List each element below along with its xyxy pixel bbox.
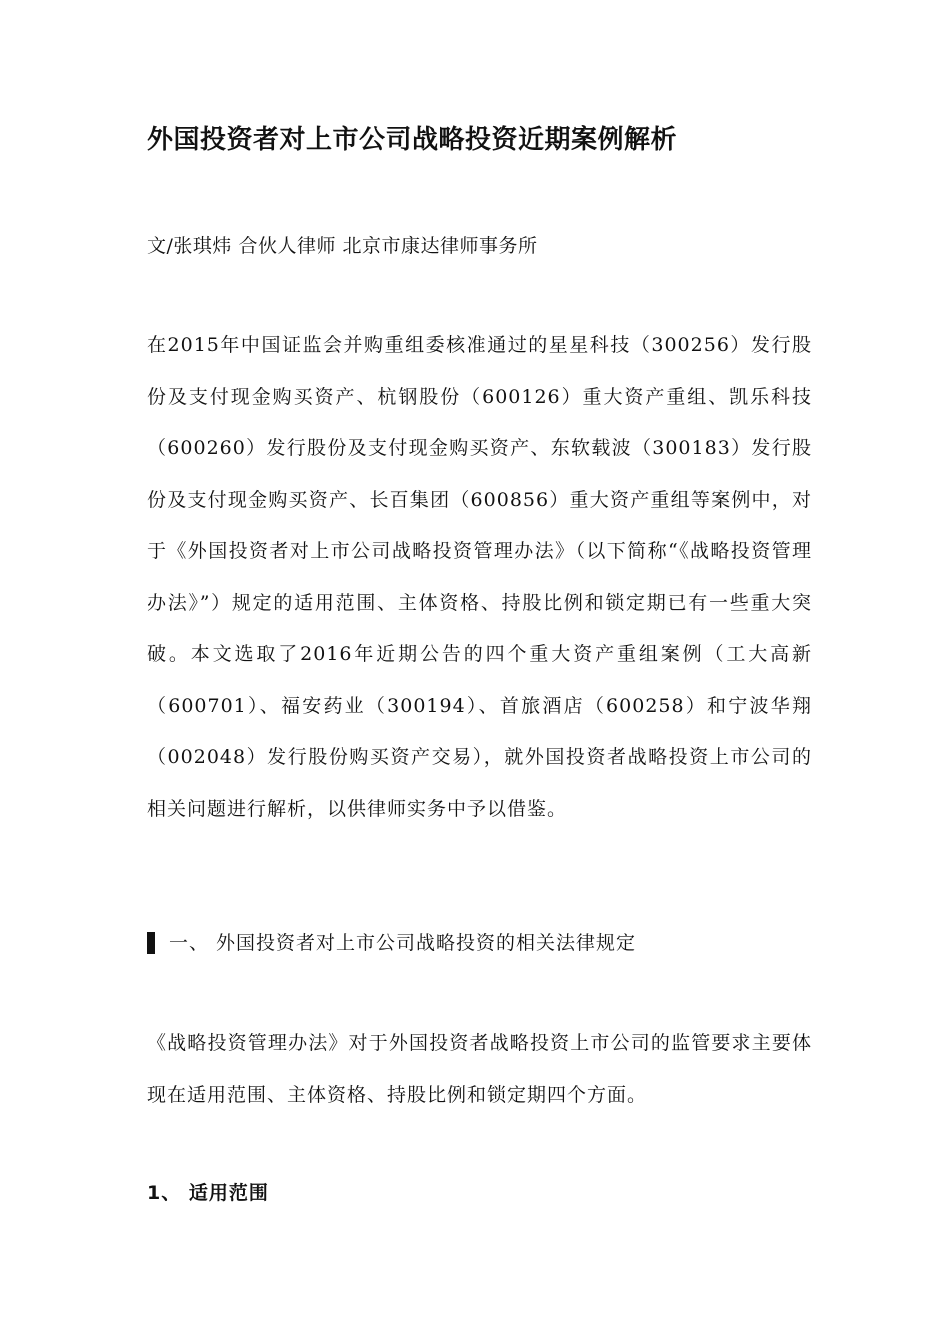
section-heading-text: 一、 外国投资者对上市公司战略投资的相关法律规定 [169,932,637,954]
heading-marker [147,932,155,954]
section-heading [147,926,812,960]
section-paragraph: 《战略投资管理办法》对于外国投资者战略投资上市公司的监管要求主要体现在适用范围、主体资格、持股比例和锁定期四个方面。 [147,1032,812,1106]
author-line: 文/张琪炜 合伙人律师 北京市康达律师事务所 [147,235,538,257]
intro-paragraph: 在2015年中国证监会并购重组委核准通过的星星科技（300256）发行股份及支付现金购买资产、杭钢股份（600126）重大资产重组、凯乐科技（600260）发行股份及支付现金购买资产、东软载波（300183）发行股份及支付现金购买资产、长百集团（600856）重大资产重组等案例中，对于《外国投资者对上市公司战略投资管理办法》（以下简称“《战略投资管理办法》”）规定的适用范围、主体资格、持股比例和锁定期已有一些重大突破。本文选取了2016年近期公告的四个重大资产重组案例（工大高新（600701）、福安药业（300194）、首旅酒店（600258）和宁波华翔（002048）发行股份购买资产交易），就外国投资者战略投资上市公司的相关问题进行解析，以供律师实务中予以借鉴。 [147,334,812,820]
subsection-heading: 1、 适用范围 [147,1182,269,1204]
document-title: 外国投资者对上市公司战略投资近期案例解析 [147,125,678,155]
